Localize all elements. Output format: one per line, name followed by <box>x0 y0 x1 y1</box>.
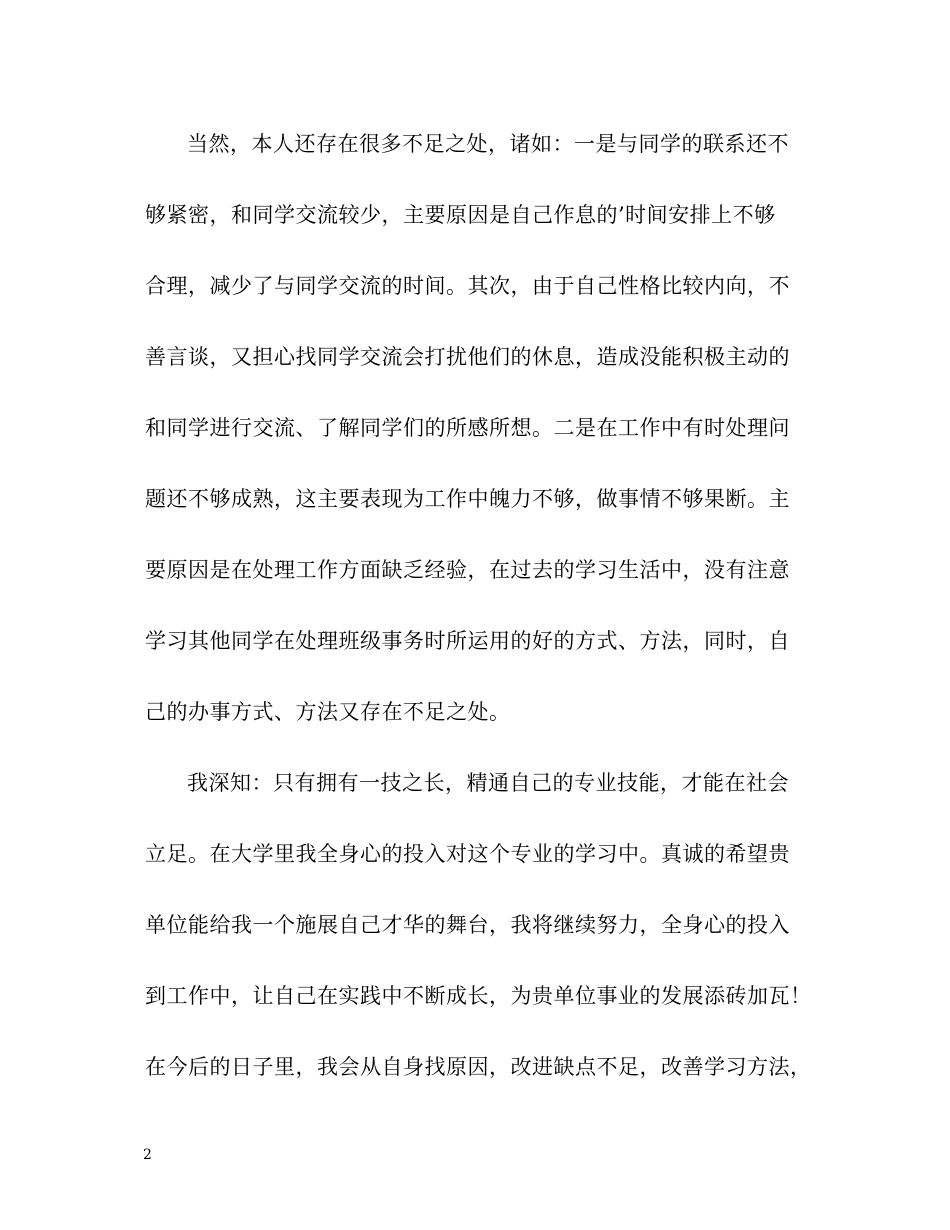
paragraph-1-line-2: 够紧密，和同学交流较少，主要原因是自己作息的’时间安排上不够 <box>145 203 776 227</box>
paragraph-1-line-7: 要原因是在处理工作方面缺乏经验，在过去的学习生活中，没有注意 <box>145 558 790 582</box>
paragraph-1-line-9: 己的办事方式、方法又存在不足之处。 <box>145 700 511 724</box>
paragraph-1-line-1: 当然，本人还存在很多不足之处，诸如：一是与同学的联系还不 <box>187 132 789 156</box>
paragraph-1-line-8: 学习其他同学在处理班级事务时所运用的好的方式、方法，同时，自 <box>145 629 790 653</box>
paragraph-1-line-5: 和同学进行交流、了解同学们的所感所想。二是在工作中有时处理问 <box>145 416 790 440</box>
paragraph-1-line-3: 合理，减少了与同学交流的时间。其次，由于自己性格比较内向，不 <box>145 274 790 298</box>
paragraph-2-line-1: 我深知：只有拥有一技之长，精通自己的专业技能，才能在社会 <box>187 771 789 795</box>
paragraph-1-line-6: 题还不够成熟，这主要表现为工作中魄力不够，做事情不够果断。主 <box>145 487 790 511</box>
paragraph-1-line-4: 善言谈，又担心找同学交流会打扰他们的休息，造成没能积极主动的 <box>145 345 790 369</box>
paragraph-2-line-5: 在今后的日子里，我会从自身找原因，改进缺点不足，改善学习方法， <box>145 1055 812 1079</box>
page-number: 2 <box>143 1147 152 1163</box>
paragraph-2-line-2: 立足。在大学里我全身心的投入对这个专业的学习中。真诚的希望贵 <box>145 842 790 866</box>
paragraph-2-line-3: 单位能给我一个施展自己才华的舞台，我将继续努力，全身心的投入 <box>145 913 790 937</box>
paragraph-2-line-4: 到工作中，让自己在实践中不断成长，为贵单位事业的发展添砖加瓦！ <box>145 984 812 1008</box>
